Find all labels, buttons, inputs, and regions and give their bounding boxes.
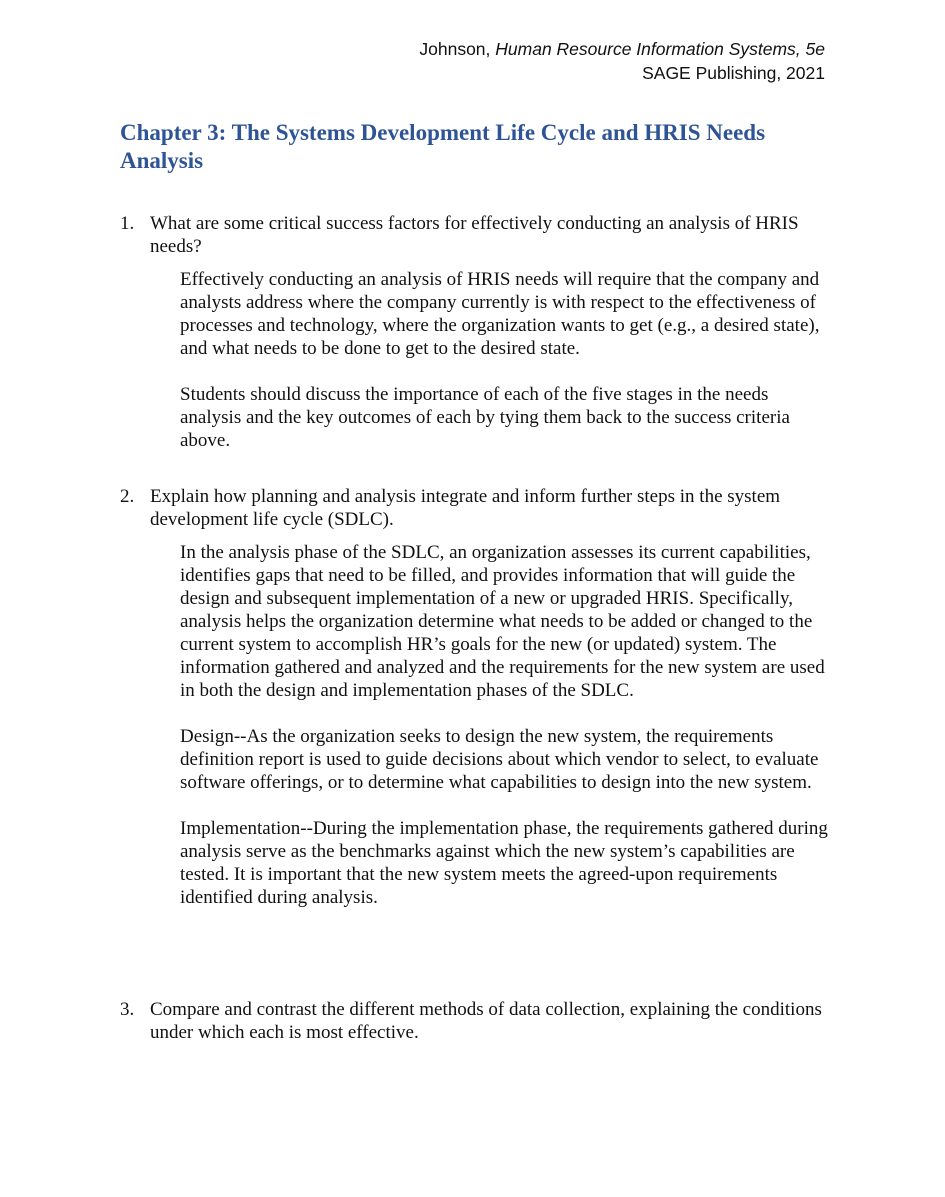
question-text: Compare and contrast the different methods of data collection, explaining the conditions under which each is most effective. bbox=[150, 999, 822, 1043]
question bbox=[120, 485, 830, 531]
header-citation-line bbox=[419, 37, 825, 61]
question-number: 1. bbox=[120, 213, 135, 234]
answer-paragraph: Effectively conducting an analysis of HRIS needs will require that the company and analysts address where the company currently is with respect to the effectiveness of processes and technology, where the organization wants to get (e.g., a desired state), and what needs to be done to get to the desired state. bbox=[180, 269, 820, 359]
answer bbox=[180, 531, 830, 909]
question-number: 2. bbox=[120, 486, 135, 507]
question-text: Explain how planning and analysis integrate and inform further steps in the system development life cycle (SDLC). bbox=[150, 486, 781, 530]
answer-paragraph: In the analysis phase of the SDLC, an organization assesses its current capabilities, identifies gaps that need to be filled, and provides information that will guide the design and subsequent implementation of a new or upgraded HRIS. Specifically, analysis helps the organization determine what needs to be added or changed to the current system to accomplish HR’s goals for the new (or updated) system. The information gathered and analyzed and the requirements for the new system are used in both the design and implementation phases of the SDLC. bbox=[180, 542, 825, 701]
question-block-1 bbox=[120, 212, 830, 452]
question bbox=[120, 212, 830, 258]
header-author: Johnson, bbox=[419, 39, 496, 59]
running-header bbox=[419, 37, 825, 85]
answer-paragraph: Students should discuss the importance of each of the five stages in the needs analysis and the key outcomes of each by tying them back to the success criteria above. bbox=[180, 384, 790, 451]
question-block-2 bbox=[120, 485, 830, 909]
question-block-3 bbox=[120, 998, 830, 1044]
question-number: 3. bbox=[120, 999, 135, 1020]
answer-paragraph: Design--As the organization seeks to design the new system, the requirements definition report is used to guide decisions about which vendor to select, to evaluate software offerings, or to determine what capabilities to design into the new system. bbox=[180, 726, 819, 793]
question bbox=[120, 998, 830, 1044]
chapter-title: Chapter 3: The Systems Development Life Cycle and HRIS Needs Analysis bbox=[120, 120, 766, 173]
question-text: What are some critical success factors for effectively conducting an analysis of HRIS needs? bbox=[150, 213, 799, 257]
header-book-title: Human Resource Information Systems, 5e bbox=[495, 39, 825, 59]
answer-paragraph: Implementation--During the implementation phase, the requirements gathered during analysis serve as the benchmarks against which the new system’s capabilities are tested. It is important that the new system meets the agreed-upon requirements identified during analysis. bbox=[180, 818, 828, 908]
answer bbox=[180, 258, 830, 452]
header-publisher-line: SAGE Publishing, 2021 bbox=[642, 63, 825, 83]
